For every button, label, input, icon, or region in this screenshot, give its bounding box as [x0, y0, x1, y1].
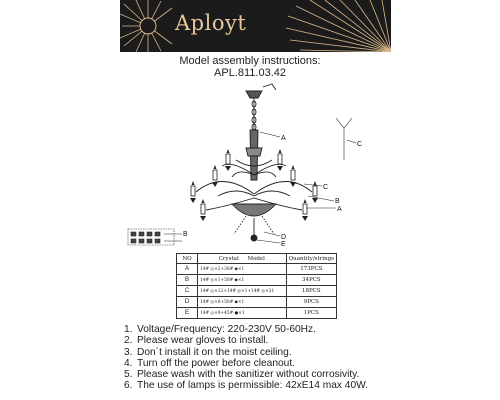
row-no: C — [177, 286, 198, 297]
item-text: Turn off the power before cleanout. — [137, 357, 296, 369]
table-row — [177, 264, 337, 275]
col-qty: Quantity/strings — [286, 254, 336, 264]
list-item — [124, 369, 368, 380]
table-row — [177, 286, 337, 297]
list-item — [124, 358, 368, 369]
list-item — [124, 347, 368, 358]
table-header-row — [177, 254, 337, 264]
row-model: 14# ◎×12+14# ◎×1+14# ◎×31 — [198, 286, 287, 297]
item-text: Voltage/Frequency: 220-230V 50-60Hz. — [137, 324, 316, 335]
wiring-label-b: B — [183, 231, 188, 238]
wiring-diagram — [128, 229, 182, 245]
col-crystal-model — [198, 254, 287, 264]
row-no: A — [177, 264, 198, 275]
item-number: 2. — [124, 335, 133, 347]
row-qty: 34PCS — [286, 275, 336, 286]
col-model: Model — [247, 255, 265, 262]
label-b-side: B — [335, 198, 340, 205]
sunburst-decoration — [120, 0, 391, 52]
row-qty: 18PCS — [286, 286, 336, 297]
item-number: 5. — [124, 369, 133, 381]
page-title: Model assembly instructions: — [179, 55, 321, 67]
list-item — [124, 380, 368, 391]
instruction-list — [124, 324, 368, 392]
row-model: 14# ◎×2+38# ◆×1 — [198, 264, 287, 275]
brand-logo: Aployt — [175, 11, 247, 35]
row-no: E — [177, 308, 198, 319]
col-no: NO — [177, 254, 198, 264]
table-row — [177, 297, 337, 308]
row-model: 14# ◎×6+50# ◆×1 — [198, 297, 287, 308]
item-number: 1. — [124, 324, 133, 335]
item-number: 4. — [124, 357, 133, 369]
row-qty: 9PCS — [286, 297, 336, 308]
list-item — [124, 324, 368, 335]
table-row — [177, 275, 337, 286]
item-number: 6. — [124, 380, 133, 392]
brand-banner — [120, 0, 391, 52]
item-text: Don´t install it on the moist ceiling. — [137, 346, 292, 358]
row-model: 14# ◎×9+45# ●×1 — [198, 308, 287, 319]
item-text: Please wash with the sanitizer without corrosivity. — [137, 369, 360, 381]
row-no: B — [177, 275, 198, 286]
label-d: D — [281, 234, 287, 241]
label-e: E — [281, 241, 286, 248]
col-crystal: Crystal — [218, 255, 239, 262]
chandelier-diagram — [0, 78, 500, 253]
item-text: The use of lamps is permissible: 42xE14 max 40W. — [137, 380, 369, 392]
row-model: 14# ◎×1+50# ◆×1 — [198, 275, 287, 286]
label-c-side: C — [323, 184, 329, 191]
label-a-side: A — [337, 206, 342, 213]
item-number: 3. — [124, 346, 133, 358]
row-qty: 1PCS — [286, 308, 336, 319]
table-row — [177, 308, 337, 319]
label-a-top: A — [281, 135, 286, 142]
list-item — [124, 335, 368, 346]
model-number: APL.811.03.42 — [214, 67, 286, 79]
row-no: D — [177, 297, 198, 308]
row-qty: 173PCS — [286, 264, 336, 275]
item-text: Please wear gloves to install. — [137, 335, 269, 347]
parts-table — [176, 253, 337, 319]
label-c-top: C — [357, 141, 363, 148]
